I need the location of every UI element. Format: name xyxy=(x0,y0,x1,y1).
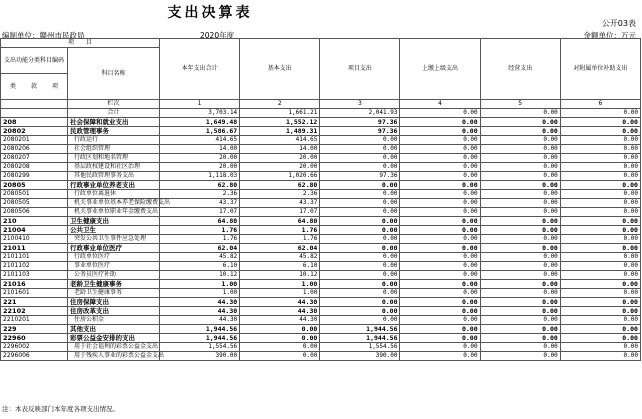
table-row xyxy=(1,136,641,145)
row-value: 0.00 xyxy=(480,298,560,307)
row-name: 老龄卫生健康事务 xyxy=(68,289,160,298)
row-code: 2101103 xyxy=(1,271,68,280)
col-num-5: 5 xyxy=(480,100,560,109)
row-value: 0.00 xyxy=(480,343,560,352)
col-header-basic: 基本支出 xyxy=(240,39,320,100)
form-number: 公开03表 xyxy=(601,19,636,28)
row-value: 1.00 xyxy=(240,289,320,298)
row-value: 0.00 xyxy=(240,343,320,352)
fiscal-year: 2020年度 xyxy=(200,31,235,40)
row-value: 0.00 xyxy=(400,181,480,190)
row-value: 0.00 xyxy=(240,352,320,361)
row-code: 2100410 xyxy=(1,235,68,244)
row-value: 20.00 xyxy=(240,154,320,163)
row-code: 21004 xyxy=(1,226,68,235)
row-code: 2080208 xyxy=(1,163,68,172)
row-value: 0.00 xyxy=(400,208,480,217)
row-value: 1.76 xyxy=(240,235,320,244)
row-value: 0.00 xyxy=(400,334,480,343)
row-value: 0.00 xyxy=(560,307,640,316)
row-code: 2080505 xyxy=(1,199,68,208)
table-row xyxy=(1,298,641,307)
table-row xyxy=(1,181,641,190)
row-value: 62.80 xyxy=(160,181,240,190)
col-num-4: 4 xyxy=(400,100,480,109)
table-row xyxy=(1,172,641,181)
col-num-2: 2 xyxy=(240,100,320,109)
row-value: 10.12 xyxy=(160,271,240,280)
row-value: 44.30 xyxy=(160,307,240,316)
kuan-label: 款 xyxy=(30,82,37,90)
row-value: 0.00 xyxy=(560,217,640,226)
row-value: 414.65 xyxy=(240,136,320,145)
row-name: 行政单位离退休 xyxy=(68,190,160,199)
row-value: 0.00 xyxy=(400,325,480,334)
row-value: 1,020.66 xyxy=(240,172,320,181)
row-value: 0.00 xyxy=(480,217,560,226)
row-value: 0.00 xyxy=(480,199,560,208)
col-num-3: 3 xyxy=(320,100,400,109)
row-value: 0.00 xyxy=(480,289,560,298)
row-value: 0.00 xyxy=(400,172,480,181)
table-row xyxy=(1,154,641,163)
row-value: 44.30 xyxy=(240,298,320,307)
row-value: 0.00 xyxy=(320,136,400,145)
footnote: 注：本表反映部门本年度各项支出情况。 xyxy=(2,405,119,413)
row-value: 0.00 xyxy=(560,262,640,271)
row-value: 0.00 xyxy=(480,226,560,235)
table-row xyxy=(1,190,641,199)
total-value: 2,041.93 xyxy=(320,109,400,118)
row-value: 0.00 xyxy=(400,127,480,136)
row-value: 0.00 xyxy=(560,235,640,244)
table-row xyxy=(1,226,641,235)
row-value: 0.00 xyxy=(480,253,560,262)
row-value: 0.00 xyxy=(560,271,640,280)
row-name: 行政事业单位养老支出 xyxy=(68,181,160,190)
row-name: 机关事业单位基本养老保险缴费支出 xyxy=(68,199,160,208)
row-value: 1,118.03 xyxy=(160,172,240,181)
total-value: 0.00 xyxy=(480,109,560,118)
project-header: 项 目 xyxy=(1,39,160,48)
row-value: 0.00 xyxy=(400,316,480,325)
row-value: 0.00 xyxy=(560,352,640,361)
row-name: 其他支出 xyxy=(68,325,160,334)
row-value: 0.00 xyxy=(560,334,640,343)
row-name: 公共卫生 xyxy=(68,226,160,235)
table-row xyxy=(1,271,641,280)
row-name: 突发公共卫生事件应急处理 xyxy=(68,235,160,244)
row-value: 2.36 xyxy=(160,190,240,199)
row-value: 0.00 xyxy=(480,235,560,244)
row-value: 1,554.56 xyxy=(320,343,400,352)
row-code: 221 xyxy=(1,298,68,307)
total-value: 0.00 xyxy=(400,109,480,118)
table-row xyxy=(1,217,641,226)
row-code: 20805 xyxy=(1,181,68,190)
row-value: 0.00 xyxy=(480,307,560,316)
total-row xyxy=(1,109,641,118)
row-value: 20.00 xyxy=(160,163,240,172)
row-value: 0.00 xyxy=(400,262,480,271)
row-value: 0.00 xyxy=(560,343,640,352)
row-value: 1,944.56 xyxy=(320,334,400,343)
row-name: 住房改革支出 xyxy=(68,307,160,316)
column-number-row xyxy=(1,100,641,109)
row-code: 22102 xyxy=(1,307,68,316)
row-value: 20.00 xyxy=(160,154,240,163)
row-value: 414.65 xyxy=(160,136,240,145)
row-value: 0.00 xyxy=(320,271,400,280)
total-value: 0.00 xyxy=(560,109,640,118)
row-value: 0.00 xyxy=(480,244,560,253)
total-value: 1,661.21 xyxy=(240,109,320,118)
row-value: 17.07 xyxy=(160,208,240,217)
row-code: 229 xyxy=(1,325,68,334)
row-value: 0.00 xyxy=(240,334,320,343)
col-header-subsidy: 对附属单位补助支出 xyxy=(560,39,640,100)
row-value: 0.00 xyxy=(320,262,400,271)
row-value: 0.00 xyxy=(320,181,400,190)
row-value: 1,944.56 xyxy=(320,325,400,334)
row-value: 0.00 xyxy=(560,289,640,298)
row-value: 0.00 xyxy=(560,127,640,136)
total-code xyxy=(1,109,68,118)
row-name: 彩票公益金安排的支出 xyxy=(68,334,160,343)
table-row xyxy=(1,316,641,325)
row-value: 0.00 xyxy=(400,118,480,127)
row-value: 0.00 xyxy=(560,163,640,172)
amount-unit: 金额单位：万元 xyxy=(583,31,636,40)
row-value: 0.00 xyxy=(400,154,480,163)
col-header-project: 项目支出 xyxy=(320,39,400,100)
row-value: 44.30 xyxy=(240,316,320,325)
row-value: 0.00 xyxy=(400,244,480,253)
row-name: 社会组织管理 xyxy=(68,145,160,154)
row-name: 行政区划和地名管理 xyxy=(68,154,160,163)
row-value: 62.04 xyxy=(240,244,320,253)
row-value: 0.00 xyxy=(400,136,480,145)
row-value: 14.00 xyxy=(160,145,240,154)
table-row xyxy=(1,334,641,343)
row-value: 17.07 xyxy=(240,208,320,217)
row-value: 0.00 xyxy=(480,352,560,361)
row-value: 20.00 xyxy=(240,163,320,172)
row-value: 45.82 xyxy=(160,253,240,262)
row-value: 0.00 xyxy=(560,208,640,217)
row-code: 2101101 xyxy=(1,253,68,262)
row-name: 行政运行 xyxy=(68,136,160,145)
row-value: 0.00 xyxy=(320,217,400,226)
table-row xyxy=(1,352,641,361)
row-value: 0.00 xyxy=(560,325,640,334)
row-value: 0.00 xyxy=(480,190,560,199)
row-value: 10.12 xyxy=(240,271,320,280)
table-row xyxy=(1,127,641,136)
row-value: 0.00 xyxy=(320,244,400,253)
row-value: 0.00 xyxy=(320,199,400,208)
row-name: 公务员医疗补助 xyxy=(68,271,160,280)
row-value: 64.80 xyxy=(160,217,240,226)
row-code: 2080201 xyxy=(1,136,68,145)
row-name: 行政事业单位医疗 xyxy=(68,244,160,253)
row-value: 0.00 xyxy=(480,208,560,217)
row-value: 6.10 xyxy=(240,262,320,271)
row-value: 0.00 xyxy=(320,253,400,262)
row-value: 0.00 xyxy=(400,343,480,352)
row-code: 20802 xyxy=(1,127,68,136)
row-name: 民政管理事务 xyxy=(68,127,160,136)
row-code: 2296002 xyxy=(1,343,68,352)
row-value: 0.00 xyxy=(480,145,560,154)
total-label: 合计 xyxy=(68,109,160,118)
row-value: 0.00 xyxy=(560,136,640,145)
table-row xyxy=(1,253,641,262)
row-value: 6.10 xyxy=(160,262,240,271)
row-value: 0.00 xyxy=(560,253,640,262)
header-row-project xyxy=(1,39,641,48)
row-name: 卫生健康支出 xyxy=(68,217,160,226)
row-code: 2080206 xyxy=(1,145,68,154)
row-value: 0.00 xyxy=(480,136,560,145)
row-name: 住房公积金 xyxy=(68,316,160,325)
table-row xyxy=(1,244,641,253)
row-value: 0.00 xyxy=(320,154,400,163)
row-value: 0.00 xyxy=(400,226,480,235)
row-value: 0.00 xyxy=(320,280,400,289)
row-code: 2101102 xyxy=(1,262,68,271)
row-code: 22960 xyxy=(1,334,68,343)
row-value: 0.00 xyxy=(480,334,560,343)
row-name: 用于社会福利的彩票公益金支出 xyxy=(68,343,160,352)
row-value: 1.76 xyxy=(160,235,240,244)
row-value: 0.00 xyxy=(400,271,480,280)
row-value: 45.82 xyxy=(240,253,320,262)
row-value: 62.80 xyxy=(240,181,320,190)
lanci-label: 栏次 xyxy=(68,100,160,109)
row-value: 0.00 xyxy=(480,163,560,172)
row-name: 事业单位医疗 xyxy=(68,262,160,271)
row-value: 0.00 xyxy=(560,298,640,307)
row-value: 0.00 xyxy=(560,172,640,181)
xiang-label: 项 xyxy=(51,82,58,90)
row-value: 0.00 xyxy=(560,316,640,325)
row-value: 1,944.56 xyxy=(160,334,240,343)
total-value: 3,703.14 xyxy=(160,109,240,118)
row-value: 0.00 xyxy=(240,325,320,334)
row-value: 0.00 xyxy=(400,235,480,244)
table-row xyxy=(1,199,641,208)
row-value: 0.00 xyxy=(560,145,640,154)
col-header-remit: 上缴上级支出 xyxy=(400,39,480,100)
row-value: 0.00 xyxy=(480,181,560,190)
table-row xyxy=(1,280,641,289)
table-row xyxy=(1,289,641,298)
row-value: 1,944.56 xyxy=(160,325,240,334)
row-name: 社会保障和就业支出 xyxy=(68,118,160,127)
expenditure-table xyxy=(0,38,641,361)
row-value: 43.37 xyxy=(160,199,240,208)
row-value: 0.00 xyxy=(400,163,480,172)
table-row xyxy=(1,307,641,316)
row-value: 0.00 xyxy=(400,307,480,316)
row-value: 0.00 xyxy=(320,163,400,172)
row-value: 44.30 xyxy=(240,307,320,316)
row-value: 0.00 xyxy=(560,226,640,235)
row-name: 行政单位医疗 xyxy=(68,253,160,262)
row-value: 62.04 xyxy=(160,244,240,253)
table-row xyxy=(1,325,641,334)
row-value: 0.00 xyxy=(320,226,400,235)
row-name: 其他民政管理事务支出 xyxy=(68,172,160,181)
col-header-operating: 经营支出 xyxy=(480,39,560,100)
row-value: 97.36 xyxy=(320,172,400,181)
row-value: 0.00 xyxy=(320,145,400,154)
col-header-total: 本年支出合计 xyxy=(160,39,240,100)
row-name: 老龄卫生健康事务 xyxy=(68,280,160,289)
row-value: 2.36 xyxy=(240,190,320,199)
row-value: 0.00 xyxy=(400,352,480,361)
row-value: 0.00 xyxy=(560,154,640,163)
table-row xyxy=(1,145,641,154)
row-value: 44.30 xyxy=(160,298,240,307)
row-value: 0.00 xyxy=(400,145,480,154)
lei-kuan-xiang xyxy=(1,74,68,100)
code-header: 支出功能分类科目编码 xyxy=(1,48,68,74)
row-code: 2296006 xyxy=(1,352,68,361)
row-code: 208 xyxy=(1,118,68,127)
row-name: 机关事业单位职业年金缴费支出 xyxy=(68,208,160,217)
table-row xyxy=(1,235,641,244)
row-value: 0.00 xyxy=(560,190,640,199)
row-code: 2080501 xyxy=(1,190,68,199)
row-value: 0.00 xyxy=(400,298,480,307)
row-value: 0.00 xyxy=(480,172,560,181)
row-value: 1,554.56 xyxy=(160,343,240,352)
lei-label: 类 xyxy=(9,82,16,90)
row-value: 14.00 xyxy=(240,145,320,154)
row-value: 0.00 xyxy=(320,289,400,298)
row-value: 0.00 xyxy=(560,280,640,289)
name-header: 科目名称 xyxy=(68,48,160,100)
row-value: 1,552.12 xyxy=(240,118,320,127)
row-value: 0.00 xyxy=(480,325,560,334)
row-value: 0.00 xyxy=(320,235,400,244)
row-value: 1.00 xyxy=(160,289,240,298)
row-value: 1.00 xyxy=(160,280,240,289)
row-value: 97.36 xyxy=(320,118,400,127)
table-row xyxy=(1,343,641,352)
row-value: 0.00 xyxy=(320,190,400,199)
row-value: 0.00 xyxy=(400,190,480,199)
row-code: 21016 xyxy=(1,280,68,289)
row-code: 2101601 xyxy=(1,289,68,298)
row-value: 0.00 xyxy=(480,262,560,271)
row-value: 1,649.48 xyxy=(160,118,240,127)
row-value: 0.00 xyxy=(400,199,480,208)
row-value: 1.00 xyxy=(240,280,320,289)
row-value: 0.00 xyxy=(320,298,400,307)
row-value: 390.00 xyxy=(320,352,400,361)
row-value: 0.00 xyxy=(400,289,480,298)
row-value: 0.00 xyxy=(560,199,640,208)
page-title: 支出决算表 xyxy=(167,5,253,21)
row-value: 1,489.31 xyxy=(240,127,320,136)
col-num-6: 6 xyxy=(560,100,640,109)
row-value: 0.00 xyxy=(480,316,560,325)
table-row xyxy=(1,163,641,172)
row-value: 0.00 xyxy=(400,217,480,226)
col-num-1: 1 xyxy=(160,100,240,109)
row-value: 1.76 xyxy=(240,226,320,235)
row-value: 1.76 xyxy=(160,226,240,235)
row-value: 390.00 xyxy=(160,352,240,361)
row-value: 97.36 xyxy=(320,127,400,136)
row-code: 210 xyxy=(1,217,68,226)
row-value: 0.00 xyxy=(320,316,400,325)
row-value: 0.00 xyxy=(480,127,560,136)
compiling-unit: 编制单位：赣州市民政局 xyxy=(2,31,85,40)
row-value: 0.00 xyxy=(480,271,560,280)
row-name: 基层政权建设和社区治理 xyxy=(68,163,160,172)
row-value: 0.00 xyxy=(480,154,560,163)
row-code: 2080299 xyxy=(1,172,68,181)
row-value: 0.00 xyxy=(400,280,480,289)
column-number-blank xyxy=(1,100,68,109)
row-value: 0.00 xyxy=(480,280,560,289)
row-value: 0.00 xyxy=(320,307,400,316)
row-value: 0.00 xyxy=(400,253,480,262)
row-value: 0.00 xyxy=(560,181,640,190)
row-value: 44.30 xyxy=(160,316,240,325)
table-row xyxy=(1,262,641,271)
row-code: 2080207 xyxy=(1,154,68,163)
row-value: 0.00 xyxy=(320,208,400,217)
table-row xyxy=(1,118,641,127)
row-value: 0.00 xyxy=(560,118,640,127)
row-name: 住房保障支出 xyxy=(68,298,160,307)
row-code: 2080506 xyxy=(1,208,68,217)
row-value: 1,586.67 xyxy=(160,127,240,136)
row-value: 0.00 xyxy=(480,118,560,127)
table-row xyxy=(1,208,641,217)
row-code: 2210201 xyxy=(1,316,68,325)
row-value: 43.37 xyxy=(240,199,320,208)
row-name: 用于残疾人事业的彩票公益金支出 xyxy=(68,352,160,361)
row-value: 0.00 xyxy=(560,244,640,253)
row-code: 21011 xyxy=(1,244,68,253)
row-value: 64.80 xyxy=(240,217,320,226)
